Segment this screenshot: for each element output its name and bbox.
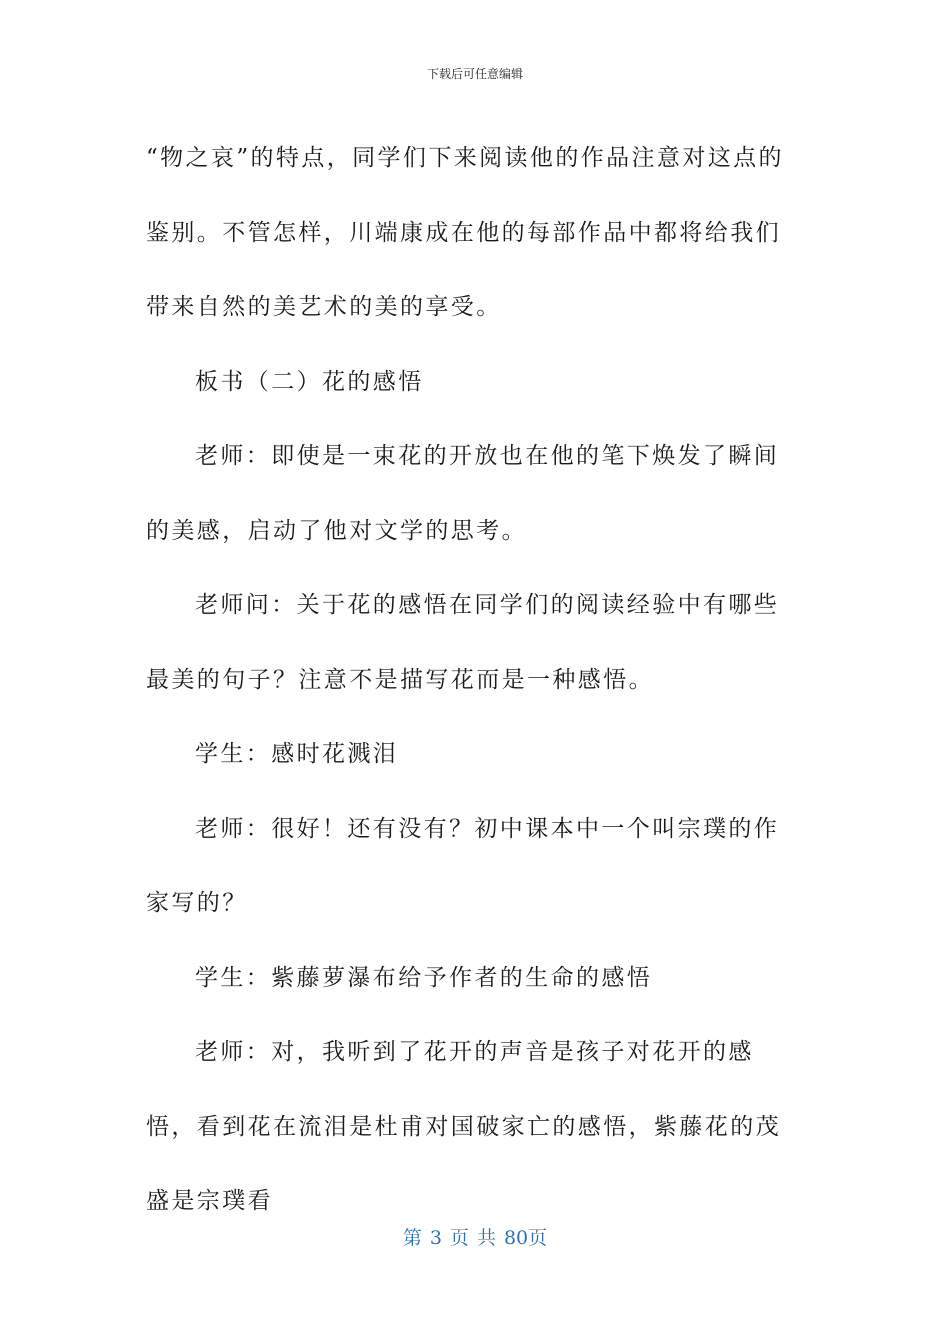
footer-prefix: 第 bbox=[402, 1227, 422, 1249]
paragraph: 老师：即使是一束花的开放也在他的笔下焕发了瞬间的美感，启动了他对文学的思考。 bbox=[146, 443, 780, 544]
paragraph: “物之哀”的特点，同学们下来阅读他的作品注意对这点的鉴别。不管怎样，川端康成在他的每部作品中都将给我们带来自然的美艺术的美的享受。 bbox=[146, 145, 784, 320]
page-footer bbox=[0, 1226, 950, 1250]
paragraph: 学生：紫藤萝瀑布给予作者的生命的感悟 bbox=[195, 964, 653, 991]
paragraph: 老师：对，我听到了花开的声音是孩子对花开的感悟，看到花在流泪是杜甫对国破家亡的感悟，紫藤花的茂盛是宗璞看 bbox=[146, 1039, 781, 1214]
document-body bbox=[146, 121, 796, 1239]
footer-current-page: 3 bbox=[429, 1227, 442, 1249]
page-header: 下载后可任意编辑 bbox=[426, 67, 523, 81]
paragraph: 老师问：关于花的感悟在同学们的阅读经验中有哪些最美的句子？注意不是描写花而是一种感悟。 bbox=[146, 592, 780, 693]
footer-page-label: 页 bbox=[449, 1227, 469, 1249]
paragraph: 学生：感时花溅泪 bbox=[195, 741, 399, 767]
paragraph: 老师：很好！还有没有？初中课本中一个叫宗璞的作家写的？ bbox=[146, 815, 780, 916]
footer-total-label: 共 bbox=[476, 1227, 496, 1249]
paragraph: 板书（二）花的感悟 bbox=[195, 368, 424, 395]
footer-total-pages: 80页 bbox=[503, 1227, 548, 1249]
